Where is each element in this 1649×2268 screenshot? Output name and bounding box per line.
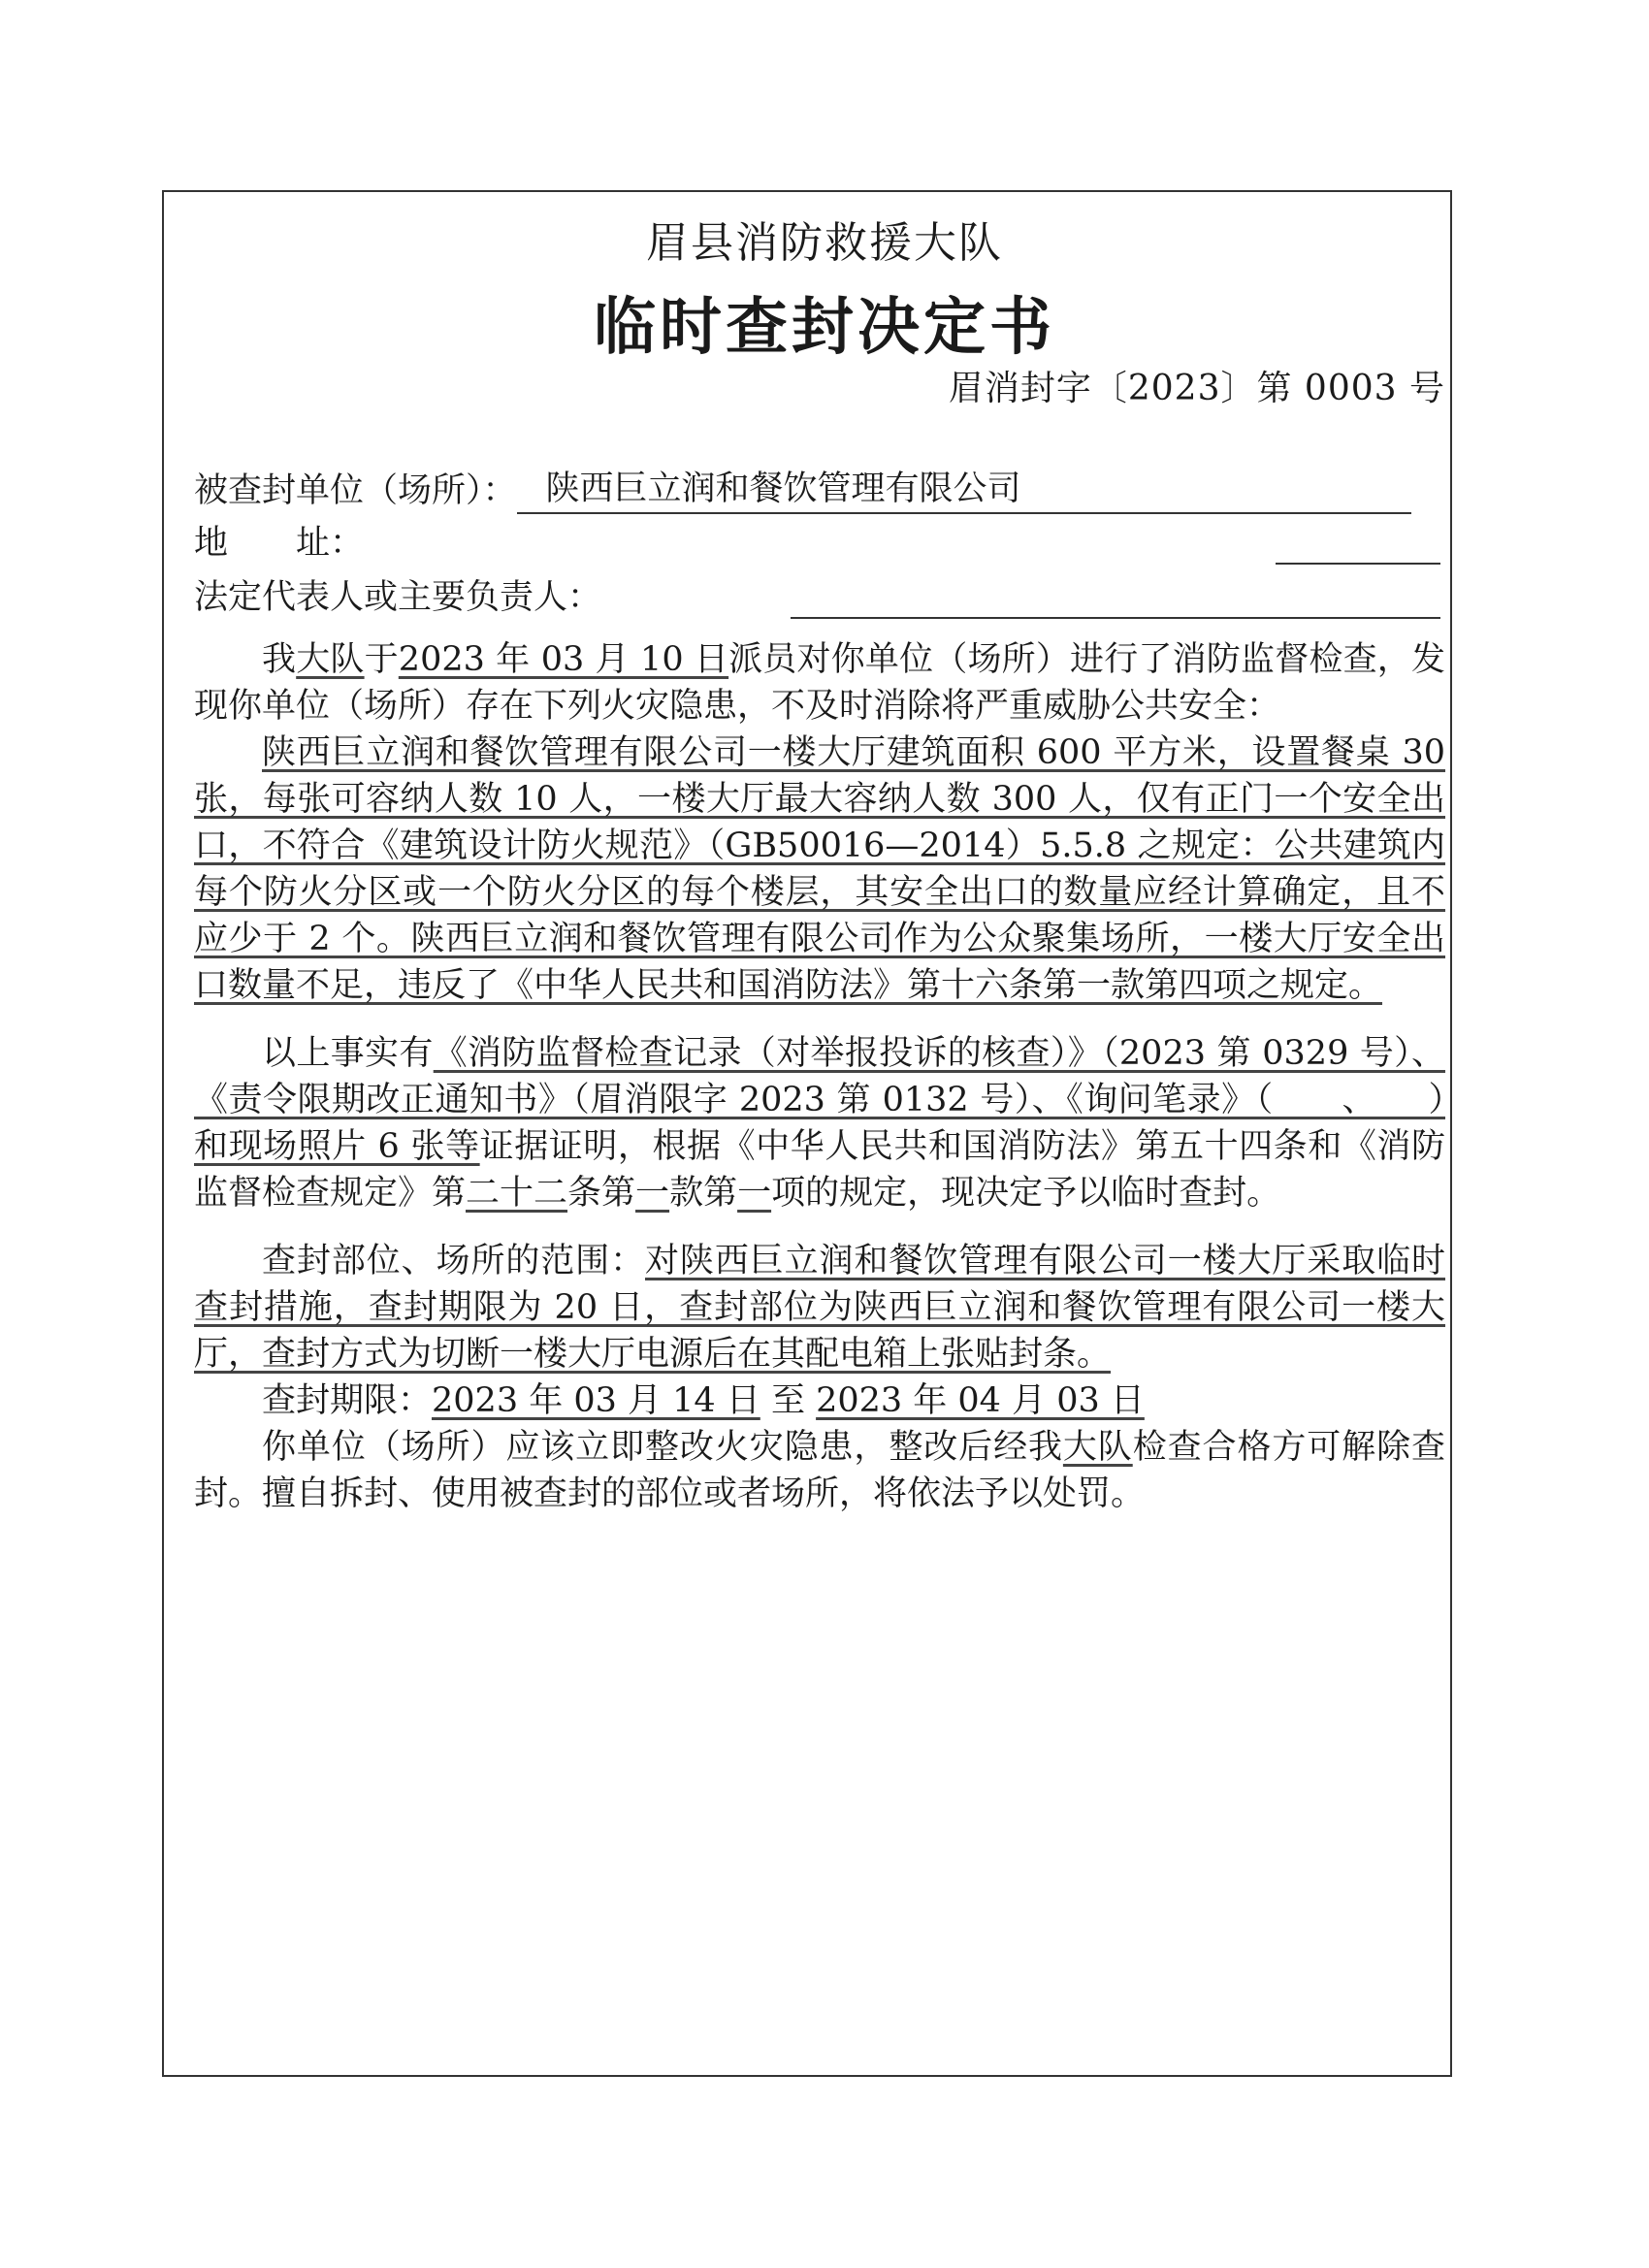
body-section xyxy=(194,636,1445,1517)
closing-text-2: 检查合格方可解除查封。擅自拆封、使用被查封的部位或者场所，将依法予以处罚。 xyxy=(194,1428,1445,1513)
period-paragraph xyxy=(194,1377,1445,1424)
evidence-text-3: 条第 xyxy=(567,1174,636,1213)
field-legal-representative xyxy=(194,574,1445,621)
sealed-unit-value: 陕西巨立润和餐饮管理有限公司 xyxy=(545,470,1021,508)
closing-paragraph xyxy=(194,1424,1445,1517)
intro-agency: 大队 xyxy=(296,640,365,679)
clause-number: 一 xyxy=(635,1174,670,1213)
intro-text-1: 我 xyxy=(262,640,297,679)
evidence-text-1: 以上事实有 xyxy=(262,1034,434,1073)
document-number: 眉消封字〔2023〕第 0003 号 xyxy=(948,369,1445,408)
item-number: 一 xyxy=(737,1174,772,1213)
scope-label: 查封部位、场所的范围： xyxy=(262,1242,645,1280)
scope-paragraph xyxy=(194,1238,1445,1377)
hazard-description: 陕西巨立润和餐饮管理有限公司一楼大厅建筑面积 600 平方米，设置餐桌 30 张，每张可容纳人数 10 人，一楼大厅最大容纳人数 300 人，仅有正门一个安全出口，不符合《建筑设计防火规范》（GB50016—2014）5.5.8 之规定：公共建筑内每个防火分区或一个防火分区的每个楼层，其安全出口的数量应经计算确定，且不应少于 2 个。陕西巨立润和餐饮管理有限公司作为公众聚集场所，一楼大厅安全出口数量不足，违反了《中华人民共和国消防法》第十六条第一款第四项之规定。 xyxy=(194,733,1445,1005)
address-blank-line xyxy=(1276,520,1440,565)
article-number: 二十二 xyxy=(466,1174,568,1213)
closing-agency: 大队 xyxy=(1062,1428,1133,1467)
evidence-documents: 《消防监督检查记录（对举报投诉的核查）》（2023 第 0329 号）、《责令限期改正通知书》（眉消限字 2023 第 0132 号）、《询问笔录》（ 、 ）和现场照片 6 张等 xyxy=(194,1034,1445,1166)
evidence-paragraph xyxy=(194,1030,1445,1216)
scope-value: 对陕西巨立润和餐饮管理有限公司一楼大厅采取临时查封措施，查封期限为 20 日，查封部位为陕西巨立润和餐饮管理有限公司一楼大厅，查封方式为切断一楼大厅电源后在其配电箱上张贴封条。 xyxy=(194,1242,1445,1374)
evidence-text-2: 证据证明，根据《中华人民共和国消防法》第五十四条和《消防监督检查规定》第 xyxy=(194,1127,1445,1213)
intro-paragraph xyxy=(194,636,1445,729)
field-sealed-unit xyxy=(194,466,1445,514)
document-title: 临时查封决定书 xyxy=(594,291,1055,364)
field-address xyxy=(194,520,1445,567)
intro-text-2: 于 xyxy=(364,640,399,679)
evidence-text-4: 款第 xyxy=(669,1174,738,1213)
closing-text-1: 你单位（场所）应该立即整改火灾隐患，整改后经我 xyxy=(262,1428,1063,1467)
sealed-unit-value-line xyxy=(517,466,1411,514)
sealed-unit-label: 被查封单位（场所）： xyxy=(194,471,517,510)
address-label: 地 址： xyxy=(194,524,365,563)
period-label: 查封期限： xyxy=(262,1381,433,1420)
legal-rep-blank-line xyxy=(791,574,1440,619)
period-separator: 至 xyxy=(770,1381,805,1420)
intro-text-3: 派员对你单位（场所）进行了消防监督检查，发现你单位（场所）存在下列火灾隐患，不及时消除将严重威胁公共安全： xyxy=(194,640,1445,726)
period-start: 2023 年 03 月 14 日 xyxy=(432,1381,760,1420)
period-end: 2023 年 04 月 03 日 xyxy=(816,1381,1145,1420)
issuing-agency: 眉县消防救援大队 xyxy=(646,218,1003,268)
inspection-date: 2023 年 03 月 10 日 xyxy=(398,640,729,679)
legal-rep-label: 法定代表人或主要负责人： xyxy=(194,578,602,617)
evidence-text-5: 项的规定，现决定予以临时查封。 xyxy=(771,1174,1281,1213)
